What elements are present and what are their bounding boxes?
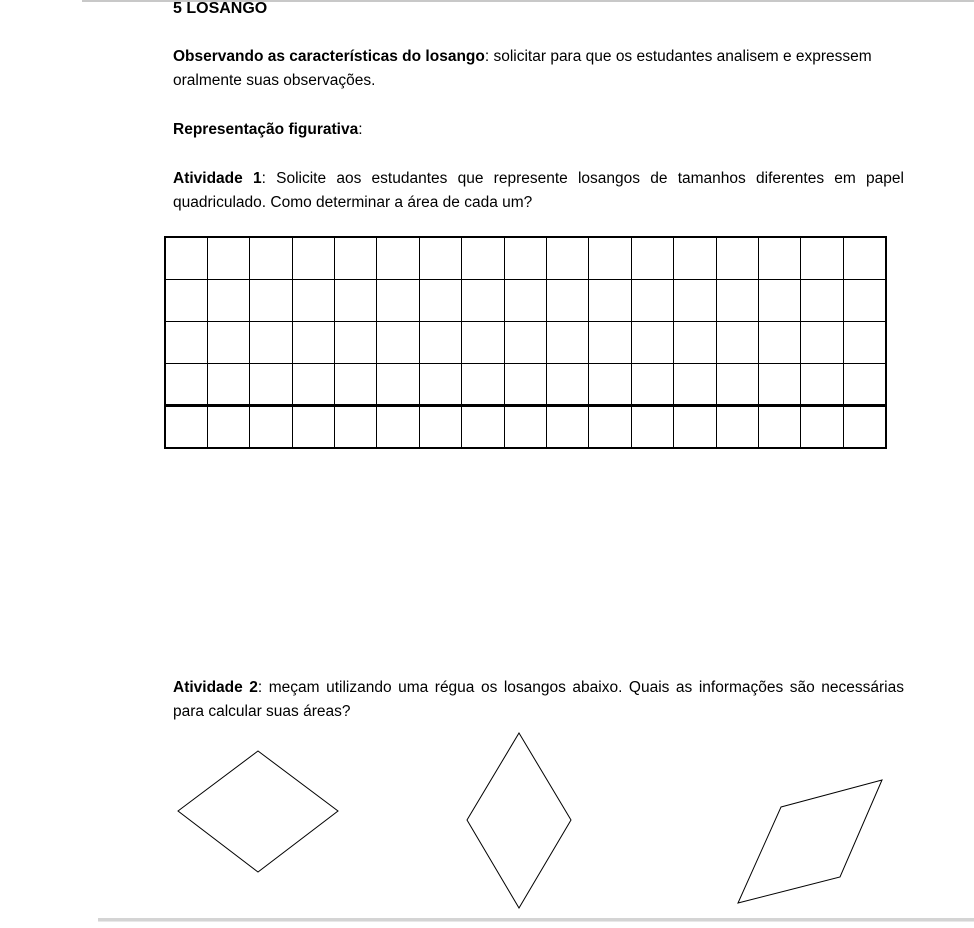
representation-label: Representação figurativa [173,121,359,138]
activity1-text: : Solicite aos estudantes que represente losangos de tamanhos diferentes em papel quadriculado. Como determinar a área de cada um? [173,170,904,211]
rhombus-wide [178,751,338,872]
activity2-label: Atividade 2 [173,679,258,696]
activity1-label: Atividade 1 [173,170,262,187]
representation-text: : [358,121,363,138]
observing-label: Observando as características do losango [173,48,485,65]
section-number: 5 [173,0,182,17]
section-title: LOSANGO [186,0,268,17]
bottom-rule [98,918,974,922]
rhombus-tall [467,733,571,908]
observing-text: : solicitar para que os estudantes analisem e expressem oralmente suas observações. [173,48,872,89]
rhombus-slanted [738,780,882,903]
activity2-text: : meçam utilizando uma régua os losangos abaixo. Quais as informações são necessárias para calcular suas áreas? [173,679,904,720]
